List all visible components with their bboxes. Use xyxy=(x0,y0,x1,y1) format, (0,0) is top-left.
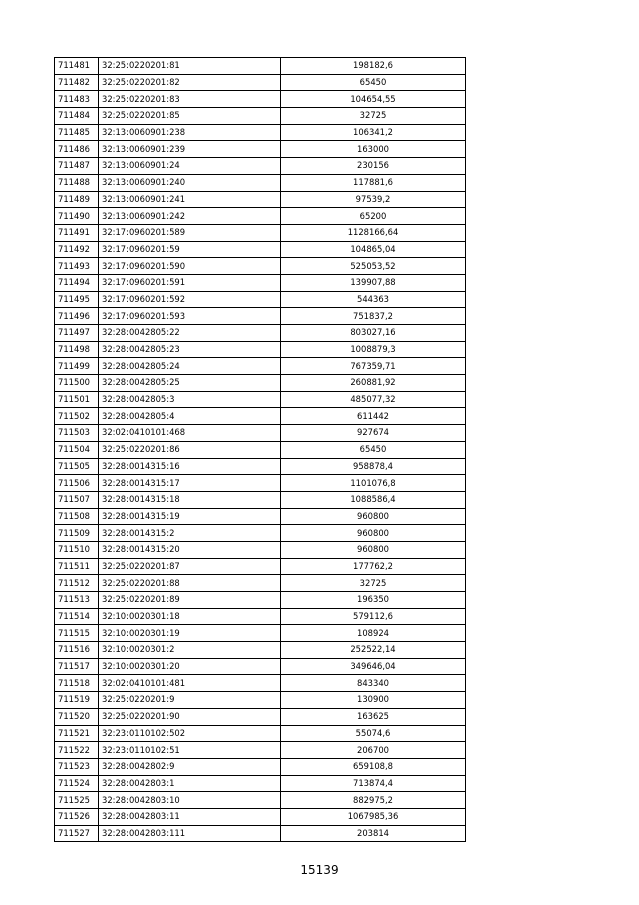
cadastral-value-cell: 65450 xyxy=(281,74,466,91)
row-id-cell: 711502 xyxy=(55,408,99,425)
cadastral-number-cell: 32:28:0014315:17 xyxy=(99,475,281,492)
table-row xyxy=(55,108,466,125)
cadastral-value-cell: 32725 xyxy=(281,575,466,592)
cadastral-value-cell: 349646,04 xyxy=(281,658,466,675)
cadastral-number-cell: 32:25:0220201:9 xyxy=(99,692,281,709)
cadastral-value-cell: 544363 xyxy=(281,291,466,308)
page-number: 15139 xyxy=(300,863,339,877)
row-id-cell: 711498 xyxy=(55,341,99,358)
row-id-cell: 711492 xyxy=(55,241,99,258)
cadastral-number-cell: 32:17:0960201:59 xyxy=(99,241,281,258)
table-row xyxy=(55,58,466,75)
row-id-cell: 711483 xyxy=(55,91,99,108)
cadastral-number-cell: 32:10:0020301:18 xyxy=(99,608,281,625)
cadastral-value-cell: 55074,6 xyxy=(281,725,466,742)
row-id-cell: 711487 xyxy=(55,158,99,175)
row-id-cell: 711509 xyxy=(55,525,99,542)
cadastral-number-cell: 32:13:0060901:242 xyxy=(99,208,281,225)
cadastral-value-cell: 117881,6 xyxy=(281,174,466,191)
table-row xyxy=(55,592,466,609)
cadastral-value-cell: 139907,88 xyxy=(281,274,466,291)
cadastral-number-cell: 32:17:0960201:591 xyxy=(99,274,281,291)
row-id-cell: 711523 xyxy=(55,758,99,775)
table-row xyxy=(55,658,466,675)
cadastral-number-cell: 32:02:0410101:481 xyxy=(99,675,281,692)
row-id-cell: 711521 xyxy=(55,725,99,742)
table-row xyxy=(55,224,466,241)
table-row xyxy=(55,742,466,759)
cadastral-number-cell: 32:17:0960201:590 xyxy=(99,258,281,275)
table-row xyxy=(55,808,466,825)
table-row xyxy=(55,642,466,659)
cadastral-value-cell: 843340 xyxy=(281,675,466,692)
cadastral-number-cell: 32:25:0220201:88 xyxy=(99,575,281,592)
row-id-cell: 711514 xyxy=(55,608,99,625)
cadastral-number-cell: 32:28:0042805:24 xyxy=(99,358,281,375)
cadastral-number-cell: 32:28:0042805:3 xyxy=(99,391,281,408)
row-id-cell: 711527 xyxy=(55,825,99,842)
cadastral-number-cell: 32:28:0042803:10 xyxy=(99,792,281,809)
row-id-cell: 711500 xyxy=(55,375,99,392)
cadastral-value-cell: 960800 xyxy=(281,541,466,558)
row-id-cell: 711510 xyxy=(55,541,99,558)
row-id-cell: 711524 xyxy=(55,775,99,792)
table-row xyxy=(55,475,466,492)
cadastral-value-table xyxy=(54,57,466,842)
cadastral-number-cell: 32:25:0220201:86 xyxy=(99,441,281,458)
cadastral-value-cell: 927674 xyxy=(281,425,466,442)
table-row xyxy=(55,758,466,775)
row-id-cell: 711518 xyxy=(55,675,99,692)
table-row xyxy=(55,91,466,108)
table-row xyxy=(55,625,466,642)
cadastral-number-cell: 32:10:0020301:19 xyxy=(99,625,281,642)
row-id-cell: 711513 xyxy=(55,592,99,609)
table-row xyxy=(55,508,466,525)
cadastral-value-cell: 485077,32 xyxy=(281,391,466,408)
cadastral-number-cell: 32:10:0020301:2 xyxy=(99,642,281,659)
table-row xyxy=(55,291,466,308)
table-row xyxy=(55,325,466,342)
table-row xyxy=(55,458,466,475)
cadastral-value-cell: 882975,2 xyxy=(281,792,466,809)
table-row xyxy=(55,441,466,458)
cadastral-number-cell: 32:17:0960201:589 xyxy=(99,224,281,241)
row-id-cell: 711508 xyxy=(55,508,99,525)
cadastral-number-cell: 32:13:0060901:24 xyxy=(99,158,281,175)
row-id-cell: 711491 xyxy=(55,224,99,241)
table-row xyxy=(55,525,466,542)
row-id-cell: 711495 xyxy=(55,291,99,308)
row-id-cell: 711496 xyxy=(55,308,99,325)
cadastral-value-cell: 163000 xyxy=(281,141,466,158)
table-row xyxy=(55,358,466,375)
cadastral-number-cell: 32:17:0960201:592 xyxy=(99,291,281,308)
row-id-cell: 711519 xyxy=(55,692,99,709)
table-row xyxy=(55,141,466,158)
table-row xyxy=(55,375,466,392)
row-id-cell: 711507 xyxy=(55,491,99,508)
cadastral-number-cell: 32:25:0220201:83 xyxy=(99,91,281,108)
cadastral-number-cell: 32:28:0042803:11 xyxy=(99,808,281,825)
cadastral-value-cell: 659108,8 xyxy=(281,758,466,775)
row-id-cell: 711517 xyxy=(55,658,99,675)
table-row xyxy=(55,558,466,575)
cadastral-value-cell: 525053,52 xyxy=(281,258,466,275)
cadastral-value-cell: 163625 xyxy=(281,708,466,725)
cadastral-value-cell: 260881,92 xyxy=(281,375,466,392)
cadastral-number-cell: 32:13:0060901:239 xyxy=(99,141,281,158)
cadastral-value-cell: 97539,2 xyxy=(281,191,466,208)
row-id-cell: 711516 xyxy=(55,642,99,659)
row-id-cell: 711503 xyxy=(55,425,99,442)
table-row xyxy=(55,491,466,508)
row-id-cell: 711486 xyxy=(55,141,99,158)
cadastral-value-cell: 65200 xyxy=(281,208,466,225)
row-id-cell: 711504 xyxy=(55,441,99,458)
cadastral-value-cell: 958878,4 xyxy=(281,458,466,475)
row-id-cell: 711525 xyxy=(55,792,99,809)
cadastral-value-cell: 198182,6 xyxy=(281,58,466,75)
table-row xyxy=(55,274,466,291)
cadastral-number-cell: 32:25:0220201:82 xyxy=(99,74,281,91)
row-id-cell: 711515 xyxy=(55,625,99,642)
row-id-cell: 711493 xyxy=(55,258,99,275)
table-row xyxy=(55,241,466,258)
table-row xyxy=(55,575,466,592)
cadastral-number-cell: 32:25:0220201:81 xyxy=(99,58,281,75)
cadastral-value-cell: 1101076,8 xyxy=(281,475,466,492)
table-row xyxy=(55,425,466,442)
cadastral-number-cell: 32:28:0042802:9 xyxy=(99,758,281,775)
table-row xyxy=(55,391,466,408)
table-row xyxy=(55,341,466,358)
cadastral-number-cell: 32:23:0110102:502 xyxy=(99,725,281,742)
cadastral-number-cell: 32:28:0014315:18 xyxy=(99,491,281,508)
cadastral-value-cell: 1008879,3 xyxy=(281,341,466,358)
cadastral-number-cell: 32:28:0042805:25 xyxy=(99,375,281,392)
cadastral-value-cell: 252522,14 xyxy=(281,642,466,659)
cadastral-value-cell: 104865,04 xyxy=(281,241,466,258)
table-row xyxy=(55,708,466,725)
cadastral-value-cell: 206700 xyxy=(281,742,466,759)
table-row xyxy=(55,308,466,325)
cadastral-value-cell: 203814 xyxy=(281,825,466,842)
cadastral-number-cell: 32:28:0014315:19 xyxy=(99,508,281,525)
cadastral-number-cell: 32:02:0410101:468 xyxy=(99,425,281,442)
row-id-cell: 711526 xyxy=(55,808,99,825)
row-id-cell: 711499 xyxy=(55,358,99,375)
cadastral-number-cell: 32:13:0060901:241 xyxy=(99,191,281,208)
row-id-cell: 711505 xyxy=(55,458,99,475)
table-row xyxy=(55,541,466,558)
table-row xyxy=(55,74,466,91)
cadastral-number-cell: 32:28:0014315:2 xyxy=(99,525,281,542)
cadastral-value-cell: 106341,2 xyxy=(281,124,466,141)
row-id-cell: 711490 xyxy=(55,208,99,225)
cadastral-value-cell: 1088586,4 xyxy=(281,491,466,508)
cadastral-value-cell: 65450 xyxy=(281,441,466,458)
cadastral-number-cell: 32:10:0020301:20 xyxy=(99,658,281,675)
table-row xyxy=(55,174,466,191)
table-row xyxy=(55,124,466,141)
table-row xyxy=(55,675,466,692)
cadastral-value-cell: 579112,6 xyxy=(281,608,466,625)
row-id-cell: 711501 xyxy=(55,391,99,408)
cadastral-value-cell: 104654,55 xyxy=(281,91,466,108)
cadastral-number-cell: 32:17:0960201:593 xyxy=(99,308,281,325)
cadastral-value-cell: 751837,2 xyxy=(281,308,466,325)
cadastral-number-cell: 32:25:0220201:89 xyxy=(99,592,281,609)
cadastral-number-cell: 32:13:0060901:240 xyxy=(99,174,281,191)
cadastral-value-cell: 611442 xyxy=(281,408,466,425)
table-row xyxy=(55,208,466,225)
table-row xyxy=(55,408,466,425)
cadastral-number-cell: 32:25:0220201:90 xyxy=(99,708,281,725)
row-id-cell: 711506 xyxy=(55,475,99,492)
cadastral-value-cell: 230156 xyxy=(281,158,466,175)
cadastral-number-cell: 32:25:0220201:85 xyxy=(99,108,281,125)
cadastral-value-cell: 767359,71 xyxy=(281,358,466,375)
cadastral-number-cell: 32:13:0060901:238 xyxy=(99,124,281,141)
row-id-cell: 711512 xyxy=(55,575,99,592)
cadastral-number-cell: 32:25:0220201:87 xyxy=(99,558,281,575)
row-id-cell: 711520 xyxy=(55,708,99,725)
cadastral-value-cell: 130900 xyxy=(281,692,466,709)
table-body xyxy=(55,58,466,842)
row-id-cell: 711511 xyxy=(55,558,99,575)
row-id-cell: 711482 xyxy=(55,74,99,91)
cadastral-value-cell: 177762,2 xyxy=(281,558,466,575)
cadastral-value-cell: 108924 xyxy=(281,625,466,642)
cadastral-number-cell: 32:28:0014315:20 xyxy=(99,541,281,558)
table-row xyxy=(55,608,466,625)
cadastral-number-cell: 32:28:0042803:111 xyxy=(99,825,281,842)
cadastral-value-cell: 960800 xyxy=(281,525,466,542)
cadastral-number-cell: 32:28:0042805:4 xyxy=(99,408,281,425)
cadastral-value-cell: 1128166,64 xyxy=(281,224,466,241)
cadastral-number-cell: 32:28:0042805:23 xyxy=(99,341,281,358)
cadastral-number-cell: 32:28:0042805:22 xyxy=(99,325,281,342)
table-row xyxy=(55,692,466,709)
cadastral-value-cell: 803027,16 xyxy=(281,325,466,342)
table-row xyxy=(55,191,466,208)
table-row xyxy=(55,158,466,175)
cadastral-value-cell: 960800 xyxy=(281,508,466,525)
cadastral-value-cell: 713874,4 xyxy=(281,775,466,792)
row-id-cell: 711489 xyxy=(55,191,99,208)
row-id-cell: 711497 xyxy=(55,325,99,342)
cadastral-number-cell: 32:28:0014315:16 xyxy=(99,458,281,475)
row-id-cell: 711484 xyxy=(55,108,99,125)
table-row xyxy=(55,825,466,842)
row-id-cell: 711488 xyxy=(55,174,99,191)
row-id-cell: 711494 xyxy=(55,274,99,291)
row-id-cell: 711522 xyxy=(55,742,99,759)
table-row xyxy=(55,258,466,275)
cadastral-number-cell: 32:23:0110102:51 xyxy=(99,742,281,759)
table-row xyxy=(55,775,466,792)
cadastral-number-cell: 32:28:0042803:1 xyxy=(99,775,281,792)
table-row xyxy=(55,725,466,742)
row-id-cell: 711481 xyxy=(55,58,99,75)
cadastral-value-cell: 1067985,36 xyxy=(281,808,466,825)
cadastral-value-cell: 196350 xyxy=(281,592,466,609)
table-row xyxy=(55,792,466,809)
row-id-cell: 711485 xyxy=(55,124,99,141)
cadastral-value-cell: 32725 xyxy=(281,108,466,125)
